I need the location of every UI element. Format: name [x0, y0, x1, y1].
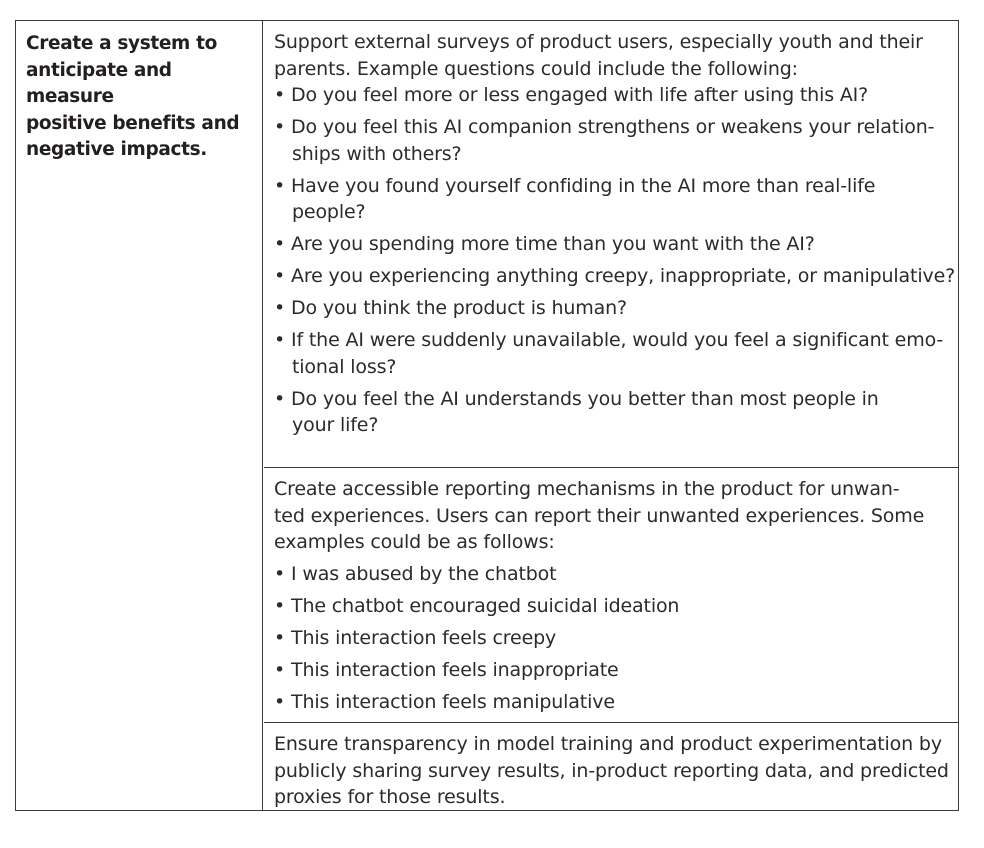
reporting-cell [264, 467, 958, 722]
item-text-continued: ships with others? [292, 142, 462, 165]
list-item [274, 561, 958, 588]
bullet-icon: • [274, 116, 286, 138]
row-heading [26, 31, 258, 164]
list-item [274, 593, 958, 620]
list-item [274, 114, 958, 167]
list-item [274, 657, 958, 684]
bullet-icon: • [274, 84, 286, 106]
report-example-list [274, 561, 958, 716]
intro-line: ted experiences. Users can report their unwanted experiences. Some [274, 504, 925, 527]
surveys-intro [274, 21, 958, 82]
item-text: This interaction feels manipulative [291, 690, 615, 713]
item-text-continued: people? [292, 201, 366, 223]
item-text: Do you feel the AI understands you better than most people in [291, 387, 879, 410]
text-line: publicly sharing survey results, in-product reporting data, and predicted [274, 759, 949, 782]
item-text: Do you think the product is human? [291, 297, 627, 319]
list-item [274, 689, 958, 716]
list-item [274, 263, 958, 290]
bullet-icon: • [274, 297, 286, 319]
left-column [16, 21, 263, 810]
bullet-icon: • [274, 174, 286, 197]
bullet-icon: • [274, 594, 286, 617]
heading-line: positive benefits and [26, 112, 240, 134]
list-item [274, 327, 958, 380]
heading-line: negative impacts. [26, 139, 207, 160]
list-item [274, 295, 958, 322]
bullet-icon: • [274, 690, 286, 713]
item-text: I was abused by the chatbot [291, 562, 557, 585]
text-line: Ensure transparency in model training and product experimentation by [274, 733, 942, 755]
item-text: If the AI were suddenly unavailable, would you feel a significant emo- [291, 329, 944, 351]
heading-line: anticipate and measure [26, 59, 172, 107]
list-item [274, 625, 958, 652]
item-text: This interaction feels creepy [291, 626, 557, 649]
list-item [274, 82, 958, 109]
intro-line: parents. Example questions could include the following: [274, 57, 798, 80]
item-text: Do you feel more or less engaged with life after using this AI? [291, 84, 869, 106]
recommendation-table [15, 20, 959, 811]
item-text: This interaction feels inappropriate [291, 658, 619, 681]
intro-line: Create accessible reporting mechanisms in the product for unwan- [274, 478, 900, 500]
bullet-icon: • [274, 387, 286, 410]
bullet-icon: • [274, 329, 286, 351]
bullet-icon: • [274, 626, 286, 649]
bullet-icon: • [274, 562, 286, 585]
list-item [274, 231, 958, 258]
transparency-text [274, 723, 958, 811]
item-text: Do you feel this AI companion strengthens or weakens your relation- [291, 116, 935, 138]
surveys-cell [264, 21, 958, 467]
bullet-icon: • [274, 265, 286, 287]
transparency-cell [264, 722, 958, 812]
item-text: The chatbot encouraged suicidal ideation [291, 594, 680, 617]
intro-line: Support external surveys of product users, especially youth and their [274, 31, 923, 53]
survey-question-list [274, 82, 958, 439]
bullet-icon: • [274, 233, 286, 255]
bullet-icon: • [274, 658, 286, 681]
item-text-continued: tional loss? [292, 355, 397, 378]
item-text: Have you found yourself confiding in the AI more than real-life [291, 174, 876, 197]
list-item [274, 173, 958, 226]
item-text-continued: your life? [292, 414, 379, 436]
item-text: Are you experiencing anything creepy, inappropriate, or manipulative? [291, 265, 956, 287]
reporting-intro [274, 468, 958, 556]
heading-line: Create a system to [26, 33, 217, 54]
item-text: Are you spending more time than you want with the AI? [291, 233, 815, 255]
list-item [274, 386, 958, 439]
text-line: proxies for those results. [274, 786, 506, 808]
intro-line: examples could be as follows: [274, 531, 555, 553]
